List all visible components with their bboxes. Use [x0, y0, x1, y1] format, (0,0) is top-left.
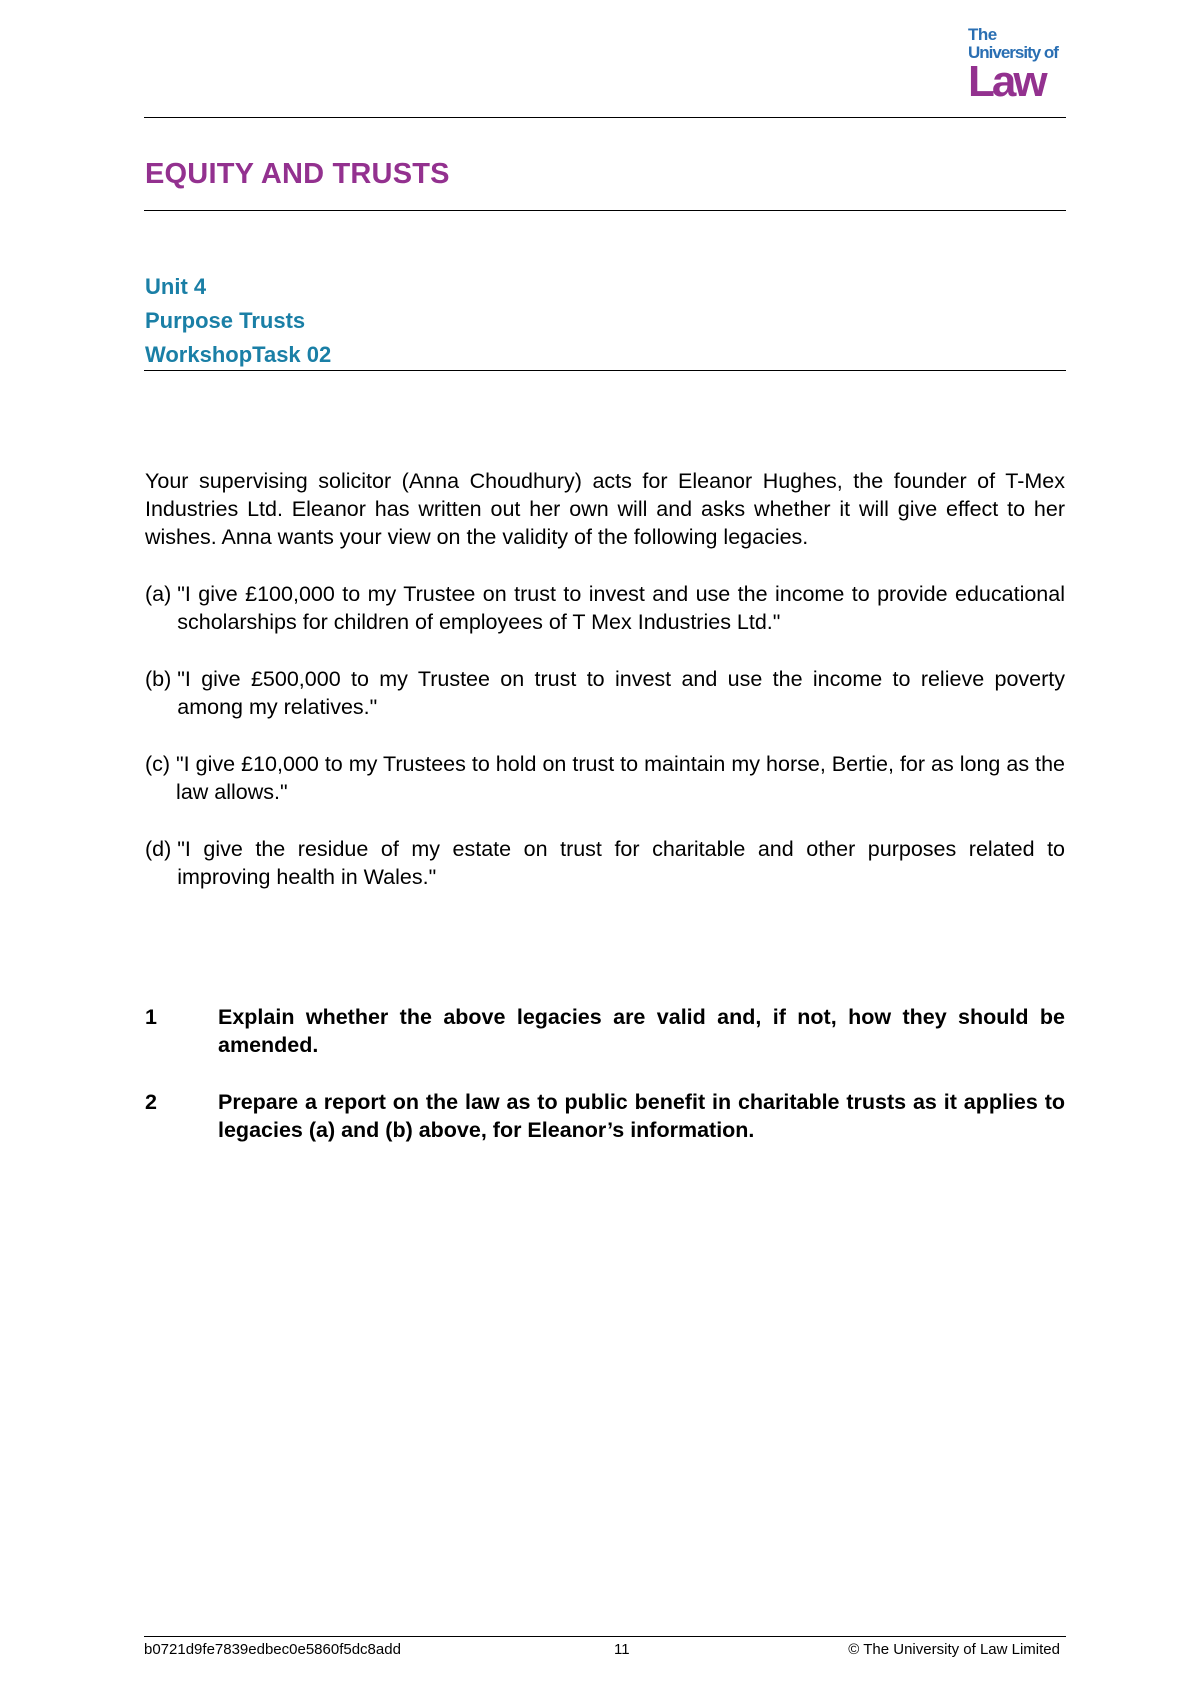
legacy-item: [145, 835, 1065, 891]
scenario-intro: Your supervising solicitor (Anna Choudhury) acts for Eleanor Hughes, the founder of T-Mex Industries Ltd. Eleanor has written out her own will and asks whether it will give effect to her wishes. Anna wants your view on the validity of the following legacies.: [145, 469, 1065, 549]
legacy-label: (d): [145, 837, 178, 861]
page-footer: [144, 1641, 1066, 1661]
legacy-item: [145, 580, 1065, 636]
logo-line-university: University of: [968, 43, 1058, 62]
unit-topic: Purpose Trusts: [145, 308, 306, 333]
legacy-text: "I give £500,000 to my Trustee on trust to invest and use the income to relieve poverty among my relatives.": [177, 667, 1065, 719]
header-divider-middle: [144, 210, 1066, 211]
footer-page-number: 11: [614, 1641, 630, 1658]
task-questions: [145, 1003, 1065, 1173]
question-item: [145, 1088, 1065, 1144]
legacy-text: "I give £100,000 to my Trustee on trust to invest and use the income to provide educational scholarships for children of employees of T Mex Industries Ltd.": [177, 582, 1065, 634]
footer-copyright: © The University of Law Limited: [848, 1641, 1060, 1658]
legacy-item: [145, 665, 1065, 721]
logo-line-the: The: [968, 25, 997, 44]
logo-line-law: Law: [968, 57, 1045, 106]
question-text: Prepare a report on the law as to public benefit in charitable trusts as it applies to legacies (a) and (b) above, for Eleanor’s information.: [218, 1090, 1065, 1142]
footer-divider: [144, 1636, 1066, 1637]
legacy-text: "I give the residue of my estate on trust for charitable and other purposes related to improving health in Wales.": [177, 837, 1065, 889]
legacy-text: "I give £10,000 to my Trustees to hold on trust to maintain my horse, Bertie, for as long as the law allows.": [176, 752, 1065, 804]
header-divider-bottom: [144, 370, 1066, 371]
question-number: 1: [145, 1005, 157, 1029]
unit-number: Unit 4: [145, 274, 207, 299]
workshop-task: WorkshopTask 02: [145, 342, 332, 367]
header-divider-top: [144, 117, 1066, 118]
question-item: [145, 1003, 1065, 1059]
scenario-body: [145, 467, 1065, 920]
unit-heading-block: [145, 270, 745, 372]
document-title: EQUITY AND TRUSTS: [145, 158, 450, 190]
legacy-item: [145, 750, 1065, 806]
legacy-label: (a): [145, 582, 178, 606]
legacy-label: (b): [145, 667, 178, 691]
legacy-label: (c): [145, 752, 177, 776]
university-logo: [968, 26, 1066, 104]
question-number: 2: [145, 1090, 157, 1114]
footer-document-id: b0721d9fe7839edbec0e5860f5dc8add: [144, 1641, 401, 1658]
question-text: Explain whether the above legacies are valid and, if not, how they should be amended.: [218, 1005, 1065, 1057]
